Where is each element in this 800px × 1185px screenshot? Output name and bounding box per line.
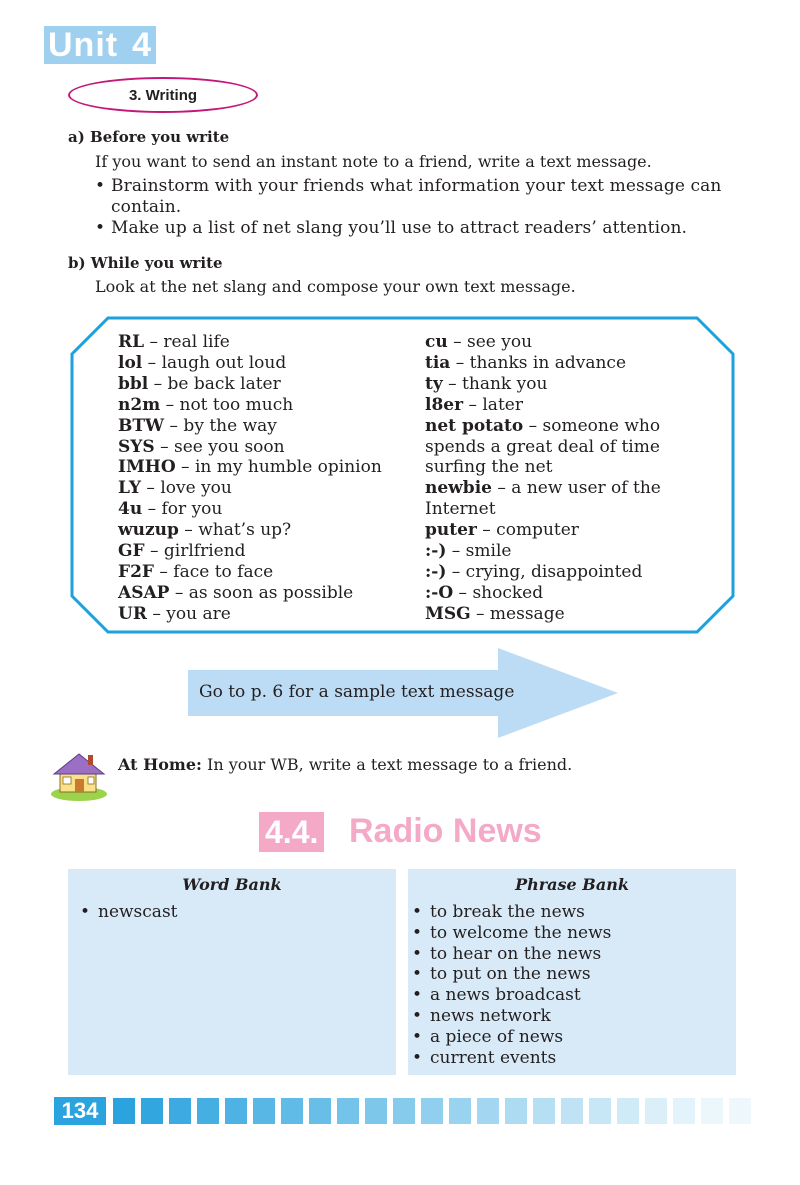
slang-term: wuzup <box>118 520 179 541</box>
slang-definition: – for you <box>142 499 223 520</box>
footer-square <box>449 1098 471 1124</box>
slang-term: bbl <box>118 373 149 394</box>
slang-definition: – see you soon <box>154 436 285 457</box>
slang-definition: spends a great deal of time <box>425 436 660 457</box>
footer-square <box>113 1098 135 1124</box>
slang-term: :-O <box>425 582 454 603</box>
slang-term: GF <box>118 541 145 562</box>
word-bank-title: Word Bank <box>182 875 282 894</box>
footer-square <box>393 1098 415 1124</box>
bullet-icon: • <box>80 902 91 922</box>
slang-term: 4u <box>118 499 143 520</box>
footer-square <box>365 1098 387 1124</box>
list-item: • a piece of news <box>412 1026 564 1047</box>
slang-entry <box>425 374 661 395</box>
before-intro: If you want to send an instant note to a friend, write a text message. <box>95 152 652 171</box>
slang-list-left <box>118 332 382 625</box>
list-item: contain. <box>111 197 182 217</box>
footer-square <box>729 1098 751 1124</box>
slang-entry <box>425 353 661 374</box>
footer-square <box>253 1098 275 1124</box>
phrase-bank <box>408 869 736 1075</box>
slang-term: :-) <box>425 561 447 582</box>
slang-definition: – a new user of the <box>491 478 661 499</box>
list-item: • newscast <box>80 902 178 922</box>
slang-term: :-) <box>425 541 447 562</box>
slang-entry <box>118 562 382 583</box>
slang-definition: – someone who <box>523 415 661 436</box>
slang-definition: – as soon as possible <box>169 582 354 603</box>
list-item: • news network <box>412 1005 551 1026</box>
slang-term: F2F <box>118 561 154 582</box>
slang-definition: – thanks in advance <box>450 352 627 373</box>
list-item: • to welcome the news <box>412 922 612 943</box>
slang-definition: – crying, disappointed <box>446 561 643 582</box>
footer-square <box>309 1098 331 1124</box>
slang-definition: – not too much <box>160 394 294 415</box>
page-number: 134 <box>54 1097 106 1125</box>
slang-entry <box>425 395 661 416</box>
list-item: • Brainstorm with your friends what information your text message can <box>95 176 722 196</box>
list-item: • to put on the news <box>412 964 591 985</box>
arrow-text: Go to p. 6 for a sample text message <box>199 682 515 702</box>
home-assignment <box>118 755 572 774</box>
slang-definition: Internet <box>425 499 496 520</box>
slang-term: UR <box>118 603 147 624</box>
bullet-icon: • <box>95 176 106 196</box>
slang-entry <box>118 457 382 478</box>
slang-entry <box>118 416 382 437</box>
word-bank <box>68 869 396 1075</box>
slang-term: ty <box>425 373 443 394</box>
footer-square <box>673 1098 695 1124</box>
slang-definition: – shocked <box>453 582 544 603</box>
footer-square <box>197 1098 219 1124</box>
before-heading: a) Before you write <box>68 128 230 146</box>
slang-definition: – real life <box>144 332 230 352</box>
slang-term: LY <box>118 478 142 499</box>
home-label: At Home: <box>118 755 202 774</box>
slang-term: ASAP <box>118 582 170 603</box>
unit-number: 4 <box>132 26 153 64</box>
unit-label: Unit <box>48 26 119 64</box>
slang-definition: – by the way <box>164 415 277 436</box>
slang-entry <box>118 332 382 353</box>
footer-square <box>617 1098 639 1124</box>
slang-definition: – computer <box>476 520 579 541</box>
slang-definition: – what’s up? <box>178 520 292 541</box>
slang-entry <box>118 604 382 625</box>
slang-entry <box>425 562 661 583</box>
word-bank-list <box>68 902 396 923</box>
unit-heading <box>44 26 156 64</box>
section-label: 3. Writing <box>128 86 198 104</box>
footer-square <box>141 1098 163 1124</box>
footer-square <box>561 1098 583 1124</box>
slang-entry <box>425 541 661 562</box>
footer-square <box>281 1098 303 1124</box>
slang-term: lol <box>118 352 143 373</box>
slang-definition: surfing the net <box>425 457 553 478</box>
slang-term: net potato <box>425 415 524 436</box>
slang-list-right <box>425 332 661 625</box>
phrase-bank-title: Phrase Bank <box>515 875 629 894</box>
footer-square <box>169 1098 191 1124</box>
slang-term: MSG <box>425 603 471 624</box>
slang-term: n2m <box>118 394 161 415</box>
slang-entry <box>425 604 661 625</box>
bullet-icon: • <box>95 218 106 238</box>
slang-definition: – message <box>470 603 565 624</box>
footer-square <box>421 1098 443 1124</box>
house-icon <box>48 750 110 802</box>
slang-definition: – you are <box>146 603 231 624</box>
list-item: • a news broadcast <box>412 985 581 1006</box>
phrase-bank-list <box>408 902 736 1068</box>
list-item: • to hear on the news <box>412 943 602 964</box>
slang-definition: – see you <box>447 332 533 352</box>
slang-entry <box>118 374 382 395</box>
footer-square <box>589 1098 611 1124</box>
slang-entry <box>425 520 661 541</box>
while-heading: b) While you write <box>68 254 223 272</box>
footer-square <box>645 1098 667 1124</box>
lesson-number: 4.4. <box>259 812 324 852</box>
slang-term: cu <box>425 332 448 352</box>
slang-entry <box>425 437 661 458</box>
slang-entry <box>425 332 661 353</box>
slang-definition: – be back later <box>148 373 281 394</box>
home-text: In your WB, write a text message to a friend. <box>201 755 573 774</box>
slang-term: SYS <box>118 436 155 457</box>
slang-entry <box>425 478 661 499</box>
before-bullets <box>95 176 740 239</box>
slang-term: tia <box>425 352 451 373</box>
slang-term: newbie <box>425 478 492 499</box>
slang-entry <box>118 520 382 541</box>
slang-term: IMHO <box>118 457 176 478</box>
while-intro: Look at the net slang and compose your own text message. <box>95 277 576 296</box>
slang-definition: – smile <box>446 541 512 562</box>
footer-square <box>477 1098 499 1124</box>
lesson-title: Radio News <box>349 812 542 850</box>
slang-definition: – laugh out loud <box>142 352 287 373</box>
slang-term: RL <box>118 332 145 352</box>
slang-entry <box>118 499 382 520</box>
slang-entry <box>425 416 661 437</box>
slang-definition: – love you <box>141 478 232 499</box>
list-item: • Make up a list of net slang you’ll use to attract readers’ attention. <box>95 218 688 238</box>
list-item: • to break the news <box>412 902 585 922</box>
slang-entry <box>425 457 661 478</box>
slang-entry <box>425 583 661 604</box>
section-badge <box>68 77 258 113</box>
footer-square <box>337 1098 359 1124</box>
slang-entry <box>118 541 382 562</box>
footer-square <box>701 1098 723 1124</box>
slang-definition: – girlfriend <box>144 541 246 562</box>
footer-square <box>533 1098 555 1124</box>
footer-square <box>505 1098 527 1124</box>
slang-term: puter <box>425 520 477 541</box>
slang-definition: – in my humble opinion <box>175 457 382 478</box>
list-item: • current events <box>412 1047 557 1068</box>
slang-definition: – face to face <box>153 561 274 582</box>
slang-entry <box>118 478 382 499</box>
slang-term: l8er <box>425 394 464 415</box>
slang-entry <box>118 353 382 374</box>
slang-entry <box>118 395 382 416</box>
slang-entry <box>118 437 382 458</box>
slang-definition: – later <box>463 394 523 415</box>
slang-term: BTW <box>118 415 165 436</box>
footer-square <box>225 1098 247 1124</box>
slang-entry <box>118 583 382 604</box>
slang-definition: – thank you <box>442 373 548 394</box>
slang-entry <box>425 499 661 520</box>
